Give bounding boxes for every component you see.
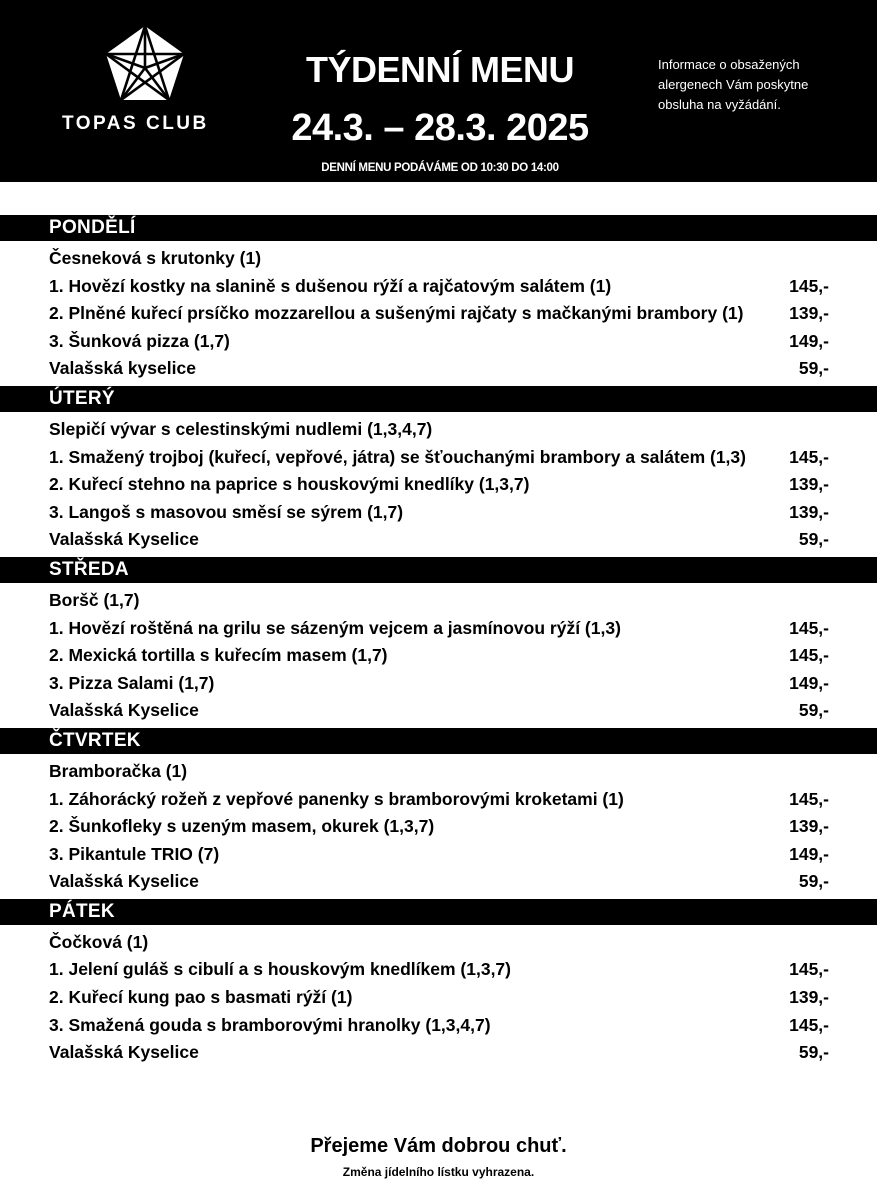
dish-name: Valašská Kyselice: [49, 700, 199, 721]
footer-greeting: Přejeme Vám dobrou chuť.: [310, 1135, 567, 1157]
day-block-wednesday: [0, 557, 877, 728]
dish-row: [0, 615, 877, 643]
weekly-menu: [0, 215, 877, 1070]
dish-price: 145,-: [789, 1014, 829, 1035]
dish-price: 139,-: [789, 816, 829, 837]
dish-row: [0, 300, 877, 328]
dish-name: Valašská kyselice: [49, 358, 196, 379]
dish-price: 139,-: [789, 501, 829, 522]
dish-price: 139,-: [789, 303, 829, 324]
allergen-note: [658, 55, 858, 115]
dish-price: 139,-: [789, 987, 829, 1008]
dish-name: 1. Hovězí roštěná na grilu se sázeným vejcem a jasmínovou rýží (1,3): [49, 617, 621, 638]
serving-hours: DENNÍ MENU PODÁVÁME OD 10:30 DO 14:00: [321, 162, 559, 174]
side-row: [0, 697, 877, 725]
dish-name: 3. Smažená gouda s bramborovými hranolky (1,3,4,7): [49, 1014, 491, 1035]
side-row: [0, 526, 877, 554]
dish-name: 1. Záhorácký rožeň z vepřové panenky s bramborovými kroketami (1): [49, 788, 624, 809]
side-row: [0, 355, 877, 383]
dish-row: [0, 642, 877, 670]
dish-row: [0, 670, 877, 698]
dish-price: 145,-: [789, 617, 829, 638]
day-heading: PÁTEK: [0, 899, 877, 925]
dish-name: Čočková (1): [49, 931, 149, 952]
day-block-thursday: [0, 728, 877, 899]
dish-price: 145,-: [789, 446, 829, 467]
footer-disclaimer: Změna jídelního lístku vyhrazena.: [342, 1165, 535, 1179]
soup-row: [0, 758, 877, 786]
soup-row: [0, 245, 877, 273]
side-row: [0, 868, 877, 896]
dish-name: Boršč (1,7): [49, 589, 140, 610]
dish-name: 1. Jelení guláš s cibulí a s houskovým knedlíkem (1,3,7): [49, 959, 511, 980]
dish-row: [0, 956, 877, 984]
soup-row: [0, 587, 877, 615]
dish-row: [0, 328, 877, 356]
day-heading: ÚTERÝ: [0, 386, 877, 412]
dish-price: 59,-: [798, 1042, 829, 1063]
page-title: TÝDENNÍ MENU: [305, 49, 574, 90]
dish-row: [0, 841, 877, 869]
soup-row: [0, 416, 877, 444]
dish-row: [0, 786, 877, 814]
dish-name: 3. Langoš s masovou směsí se sýrem (1,7): [49, 501, 404, 522]
dish-name: 2. Kuřecí kung pao s basmati rýží (1): [49, 987, 353, 1008]
dish-row: [0, 1012, 877, 1040]
dish-name: Valašská Kyselice: [49, 1042, 199, 1063]
day-block-friday: [0, 899, 877, 1070]
day-heading: PONDĚLÍ: [0, 215, 877, 241]
dish-price: 145,-: [789, 788, 829, 809]
dish-name: Valašská Kyselice: [49, 871, 199, 892]
dish-name: 2. Šunkofleky s uzeným masem, okurek (1,3,7): [49, 816, 435, 837]
dish-name: Česneková s krutonky (1): [49, 248, 262, 268]
dish-name: Valašská Kyselice: [49, 529, 199, 550]
allergen-note-line: alergenech Vám poskytne: [658, 77, 809, 92]
dish-row: [0, 471, 877, 499]
day-block-tuesday: [0, 386, 877, 557]
header: [0, 0, 877, 182]
dish-name: 1. Hovězí kostky na slanině s dušenou rýží a rajčatovým salátem (1): [49, 275, 612, 296]
dish-name: 3. Pikantule TRIO (7): [49, 843, 220, 864]
dish-name: Bramboračka (1): [49, 760, 188, 781]
dish-price: 145,-: [789, 645, 829, 666]
dish-row: [0, 444, 877, 472]
dish-row: [0, 813, 877, 841]
dish-name: 2. Kuřecí stehno na paprice s houskovými knedlíky (1,3,7): [49, 474, 530, 495]
dish-price: 59,-: [798, 358, 829, 379]
dish-row: [0, 499, 877, 527]
dish-name: 3. Šunková pizza (1,7): [49, 330, 230, 351]
day-block-monday: [0, 215, 877, 386]
dish-name: 2. Mexická tortilla s kuřecím masem (1,7): [49, 645, 388, 666]
dish-name: Slepičí vývar s celestinskými nudlemi (1,3,4,7): [49, 418, 433, 439]
dish-price: 149,-: [789, 330, 829, 351]
day-heading: ČTVRTEK: [0, 728, 877, 754]
dish-price: 59,-: [798, 871, 829, 892]
date-range: 24.3. – 28.3. 2025: [291, 107, 589, 149]
dish-name: 3. Pizza Salami (1,7): [49, 672, 215, 693]
dish-price: 145,-: [789, 959, 829, 980]
allergen-note-line: Informace o obsažených: [658, 57, 800, 72]
side-row: [0, 1039, 877, 1067]
dish-name: 2. Plněné kuřecí prsíčko mozzarellou a sušenými rajčaty s mačkanými brambory (1): [49, 303, 744, 324]
dish-row: [0, 273, 877, 301]
dish-price: 59,-: [798, 700, 829, 721]
dish-price: 149,-: [789, 843, 829, 864]
dish-row: [0, 984, 877, 1012]
dish-price: 149,-: [789, 672, 829, 693]
pentagon-star-logo-icon: [104, 24, 186, 102]
dish-price: 145,-: [789, 275, 829, 296]
allergen-note-line: obsluha na vyžádání.: [658, 97, 781, 112]
day-heading: STŘEDA: [0, 557, 877, 583]
brand-name: TOPAS CLUB: [62, 113, 209, 134]
logo: [62, 24, 232, 102]
soup-row: [0, 929, 877, 957]
dish-price: 59,-: [798, 529, 829, 550]
dish-name: 1. Smažený trojboj (kuřecí, vepřové, játra) se šťouchanými brambory a salátem (1,3): [49, 446, 746, 467]
dish-price: 139,-: [789, 474, 829, 495]
